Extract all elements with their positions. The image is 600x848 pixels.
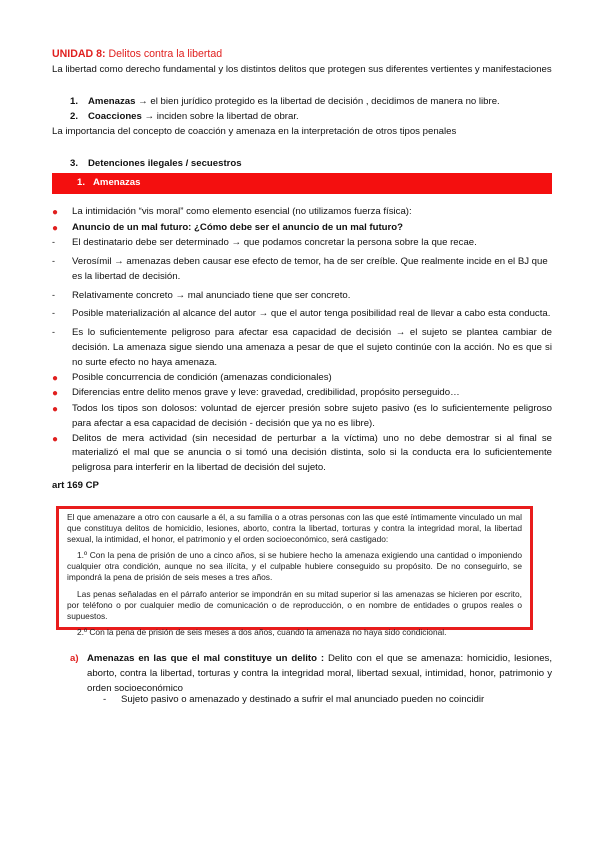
section-label: Amenazas	[93, 177, 141, 189]
bullet-text: Posible concurrencia de condición (amenazas condicionales)	[72, 371, 332, 383]
dash-marker: -	[103, 694, 107, 705]
intro-paragraph: La libertad como derecho fundamental y los distintos delitos que protegen sus diferentes vertientes y manifestaciones	[52, 64, 552, 75]
title-rest: Delitos contra la libertad	[105, 48, 223, 60]
bullet-item	[52, 255, 552, 285]
list-term: Amenazas	[88, 96, 136, 107]
lettered-item	[70, 652, 552, 697]
section-heading-bar	[52, 173, 552, 194]
quote-paragraph: Las penas señaladas en el párrafo anterior se impondrán en su mitad superior si las amenazas se hicieren por escrito, por teléfono o por cualquier medio de comunicación o de reproducción, o en nombre de entidades o grupos reales o supuestos.	[67, 588, 522, 621]
bullet-item	[52, 289, 552, 304]
bullet-dot-icon: ●	[52, 372, 59, 384]
bullet-item	[52, 236, 552, 251]
bullet-text: El destinatario debe ser determinado → que podamos concretar la persona sobre la que recae.	[72, 237, 477, 248]
list-term: Coacciones	[88, 110, 142, 122]
title-prefix: UNIDAD 8:	[52, 48, 106, 60]
quote-paragraph: 2.º Con la pena de prisión de seis meses a dos años, cuando la amenaza no haya sido condicional.	[77, 626, 447, 637]
bullet-dot-icon: ●	[52, 388, 59, 400]
bullet-list	[52, 205, 552, 476]
bullet-text: Relativamente concreto → mal anunciado tiene que ser concreto.	[72, 289, 351, 301]
list-item	[70, 110, 550, 125]
article-heading: art 169 CP	[52, 480, 99, 491]
dash-marker: -	[52, 255, 55, 266]
bullet-item	[52, 402, 552, 432]
dash-marker: -	[52, 327, 55, 338]
quote-paragraph: 1.º Con la pena de prisión de uno a cinco años, si se hubiere hecho la amenaza exigiendo una cantidad o imponiendo cualquier otra condición, aunque no sea ilícita, y el culpable hubiere conseguido su propósito. De no conseguirlo, se impondrá la pena de prisión de seis meses a tres años.	[67, 550, 522, 583]
bullet-item	[52, 326, 552, 371]
paragraph: La importancia del concepto de coacción y amenaza en la interpretación de otros tipos penales	[52, 126, 457, 137]
bullet-text: Delitos de mera actividad (sin necesidad de perturbar a la víctima) uno no debe demostrar si al final se materializó el mal que se anuncia o si tomó una decisión distinta, solo si la conducta era lo suficientemente peligrosa para interferir en la libertad de decisión del sujeto.	[72, 432, 552, 474]
section-number: 1.	[77, 177, 86, 189]
letter-marker: a)	[70, 653, 79, 664]
list-number: 1.	[70, 96, 79, 107]
bullet-item	[52, 205, 552, 221]
lettered-term: Amenazas en las que el mal constituye un delito :	[87, 653, 325, 664]
bullet-item	[52, 221, 552, 237]
list-number: 2.	[70, 110, 79, 122]
list-number: 3.	[70, 158, 79, 169]
bullet-text: Posible materialización al alcance del autor → que el autor tenga posibilidad real de llevar a cabo esta conducta.	[72, 308, 551, 320]
numbered-list	[70, 95, 550, 125]
list-item-3	[70, 157, 242, 172]
bullet-text: Todos los tipos son dolosos: voluntad de ejercer presión sobre sujeto pasivo (es lo suficientemente peligroso para afectar a esa capacidad de decisión - decisión que ya no es libre).	[72, 402, 552, 429]
bullet-dot-icon: ●	[52, 403, 59, 415]
bullet-dot-icon: ●	[52, 207, 59, 218]
bullet-item	[52, 386, 552, 402]
bullet-text: Es lo suficientemente peligroso para afectar esa capacidad de decisión → el sujeto se plantea cambiar de decisión. La amenaza sigue siendo una amenaza a pesar de que el sujeto continúe con la acción. No es que si no surte efecto no haya amenaza.	[72, 327, 552, 369]
dash-marker: -	[52, 289, 55, 300]
bullet-text: Verosímil → amenazas deben causar ese efecto de temor, ha de ser creíble. Que realmente incide en el BJ que es la libertad de decisión.	[72, 255, 548, 282]
sub-dash-item	[103, 693, 484, 708]
quote-paragraph: El que amenazare a otro con causarle a él, a su familia o a otras personas con las que esté íntimamente vinculado un mal que constituya delitos de homicidio, lesiones, aborto, contra la libertad, torturas y contra la integridad moral, la libertad sexual, la intimidad, el honor, el patrimonio y el orden socioeconómico, será castigado:	[67, 512, 522, 545]
bullet-text: Anuncio de un mal futuro: ¿Cómo debe ser el anuncio de un mal futuro?	[72, 221, 403, 233]
lettered-text: Delito con el que se amenaza: homicidio, lesiones, aborto, contra la libertad, torturas y contra la integridad moral, libertad sexual, intimidad, honor, patrimonio y orden socioeconómico	[87, 653, 552, 694]
bullet-text: Diferencias entre delito menos grave y leve: gravedad, credibilidad, propósito perseguido…	[72, 387, 460, 399]
page-title	[52, 46, 222, 62]
bullet-dot-icon: ●	[52, 433, 59, 445]
bullet-item	[52, 307, 552, 322]
dash-marker: -	[52, 308, 55, 319]
bullet-text: La intimidación “vis moral” como elemento esencial (no utilizamos fuerza física):	[72, 206, 412, 217]
list-text: → inciden sobre la libertad de obrar.	[141, 110, 299, 122]
quoted-article-box	[56, 506, 533, 637]
list-item	[70, 95, 550, 110]
bullet-dot-icon: ●	[52, 222, 59, 234]
dash-marker: -	[52, 237, 55, 247]
bullet-item	[52, 371, 552, 387]
sub-dash-text: Sujeto pasivo o amenazado y destinado a sufrir el mal anunciado pueden no coincidir	[121, 694, 485, 705]
bullet-item	[52, 432, 552, 477]
list-text: → el bien jurídico protegido es la libertad de decisión , decidimos de manera no libre.	[135, 96, 500, 107]
list-text: Detenciones ilegales / secuestros	[88, 158, 242, 169]
